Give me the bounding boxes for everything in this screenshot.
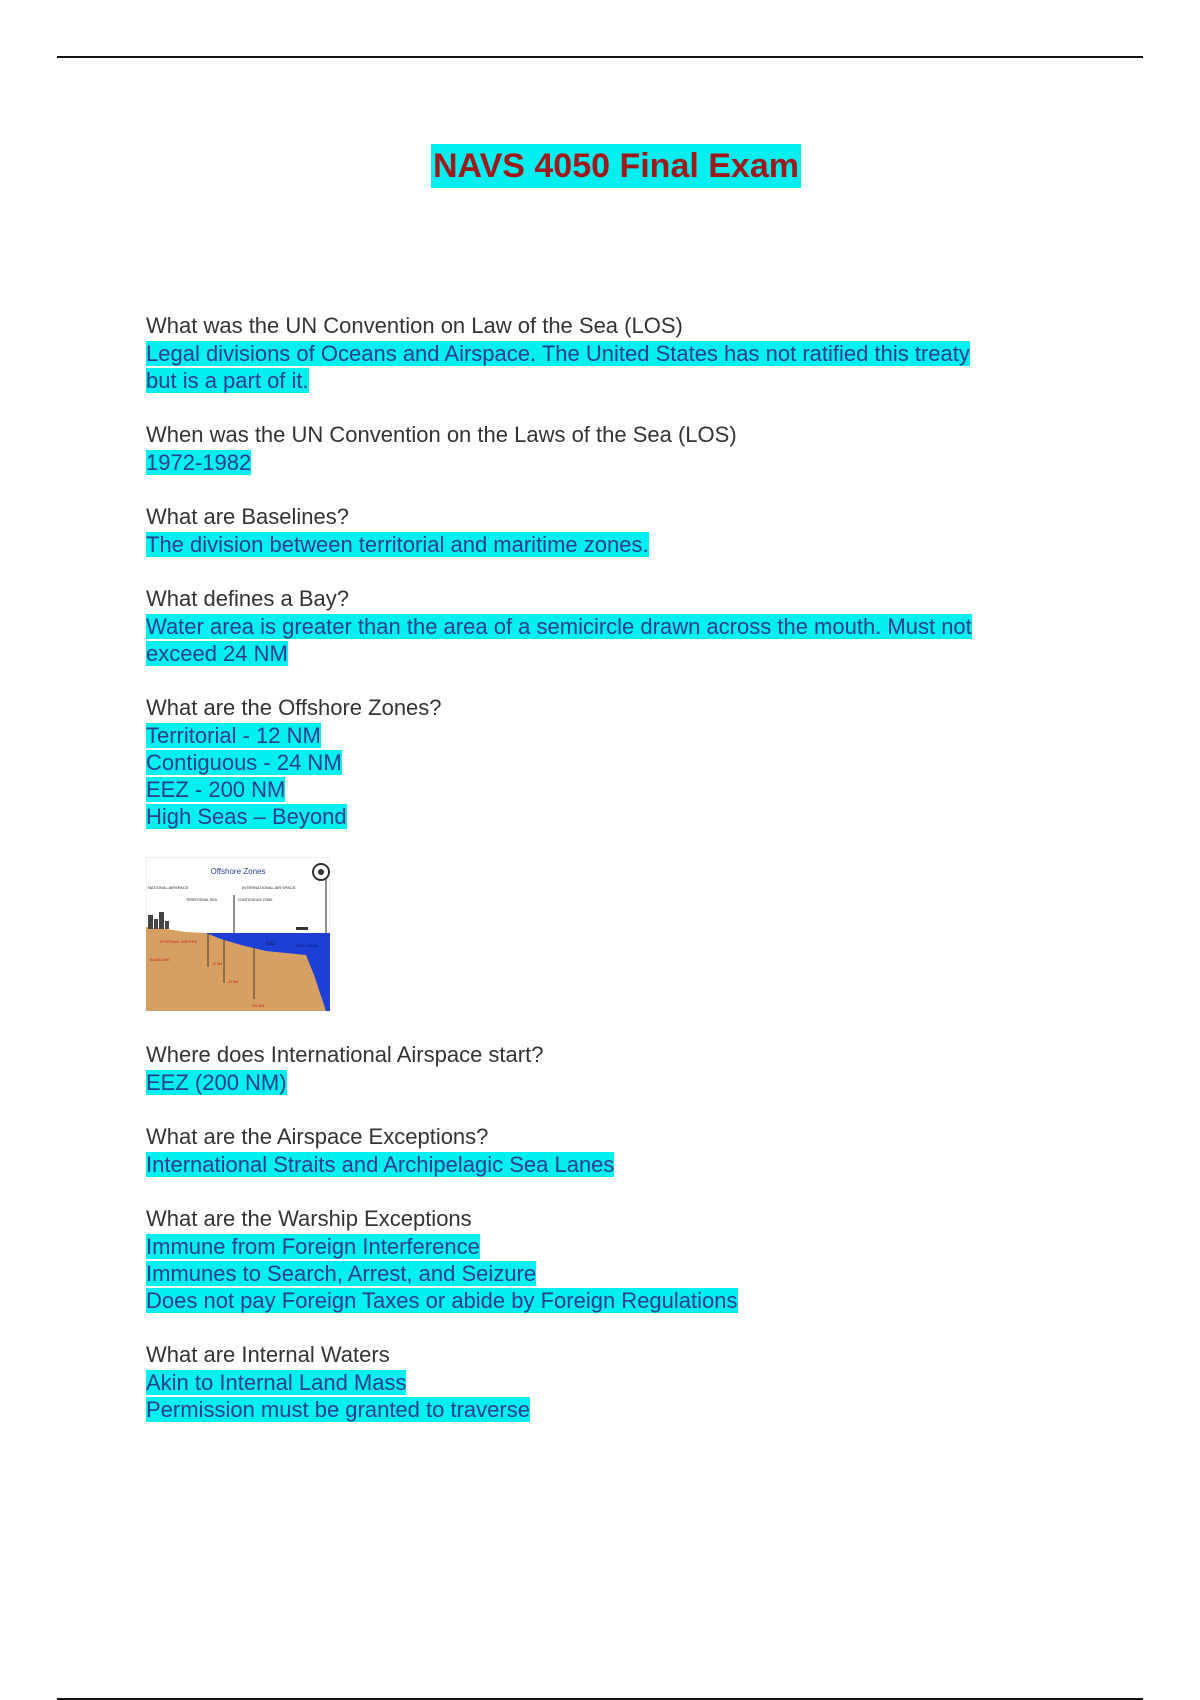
- qa-item: [146, 1341, 1066, 1423]
- answer-line: 1972-1982: [146, 450, 252, 475]
- answer-line: Does not pay Foreign Taxes or abide by Foreign Regulations: [146, 1288, 738, 1313]
- figure-label: BASELINE: [150, 957, 170, 962]
- top-rule: [57, 56, 1143, 58]
- document-body: [146, 312, 1066, 1450]
- answer-line: Immunes to Search, Arrest, and Seizure: [146, 1261, 537, 1286]
- qa-item: [146, 1041, 1066, 1096]
- figure-label: NATIONAL AIRSPACE: [148, 885, 189, 890]
- figure-label: TERRITORIAL SEA: [186, 898, 217, 902]
- offshore-zones-figure: [146, 857, 1066, 1011]
- figure-title: Offshore Zones: [210, 867, 266, 876]
- figure-label: 24 NM: [228, 980, 239, 984]
- offshore-zones-diagram: [146, 857, 330, 1011]
- answer-line: Legal divisions of Oceans and Airspace. The United States has not ratified this treaty: [146, 341, 970, 366]
- qa-item: [146, 1205, 1066, 1314]
- page-title: NAVS 4050 Final Exam: [431, 144, 801, 188]
- figure-label: CONTIGUOUS ZONE: [238, 898, 273, 902]
- question: When was the UN Convention on the Laws of the Sea (LOS): [146, 422, 737, 447]
- question: What was the UN Convention on Law of the Sea (LOS): [146, 313, 683, 338]
- question: What defines a Bay?: [146, 586, 350, 611]
- question: What are Baselines?: [146, 504, 349, 529]
- question: What are the Warship Exceptions: [146, 1206, 472, 1231]
- figure-label: 12 NM: [212, 962, 223, 966]
- figure-label: EEZ: [266, 941, 276, 947]
- figure-label: INTERNATIONAL AIR SPACE: [242, 885, 296, 890]
- answer-line: Immune from Foreign Interference: [146, 1234, 480, 1259]
- title-block: [0, 144, 1200, 188]
- answer-line: Water area is greater than the area of a semicircle drawn across the mouth. Must not: [146, 614, 972, 639]
- figure-label: INTERNAL WATERS: [160, 939, 198, 944]
- qa-item: [146, 312, 1066, 394]
- answer-line: EEZ (200 NM): [146, 1070, 287, 1095]
- answer-line: High Seas – Beyond: [146, 804, 347, 829]
- answer-line: Contiguous - 24 NM: [146, 750, 342, 775]
- question: Where does International Airspace start?: [146, 1042, 544, 1067]
- qa-item: [146, 503, 1066, 558]
- qa-item: [146, 1123, 1066, 1178]
- figure-label: 200 NM: [252, 1004, 265, 1008]
- qa-item: [146, 585, 1066, 667]
- answer-line: EEZ - 200 NM: [146, 777, 286, 802]
- question: What are the Airspace Exceptions?: [146, 1124, 489, 1149]
- answer-line: The division between territorial and maritime zones.: [146, 532, 649, 557]
- question: What are the Offshore Zones?: [146, 695, 442, 720]
- question: What are Internal Waters: [146, 1342, 390, 1367]
- answer-line: exceed 24 NM: [146, 641, 288, 666]
- answer-line: Permission must be granted to traverse: [146, 1397, 530, 1422]
- qa-item: [146, 421, 1066, 476]
- qa-item: [146, 694, 1066, 830]
- figure-label: HIGH SEAS: [296, 943, 318, 948]
- answer-line: but is a part of it.: [146, 368, 309, 393]
- answer-line: International Straits and Archipelagic Sea Lanes: [146, 1152, 615, 1177]
- answer-line: Akin to Internal Land Mass: [146, 1370, 407, 1395]
- answer-line: Territorial - 12 NM: [146, 723, 321, 748]
